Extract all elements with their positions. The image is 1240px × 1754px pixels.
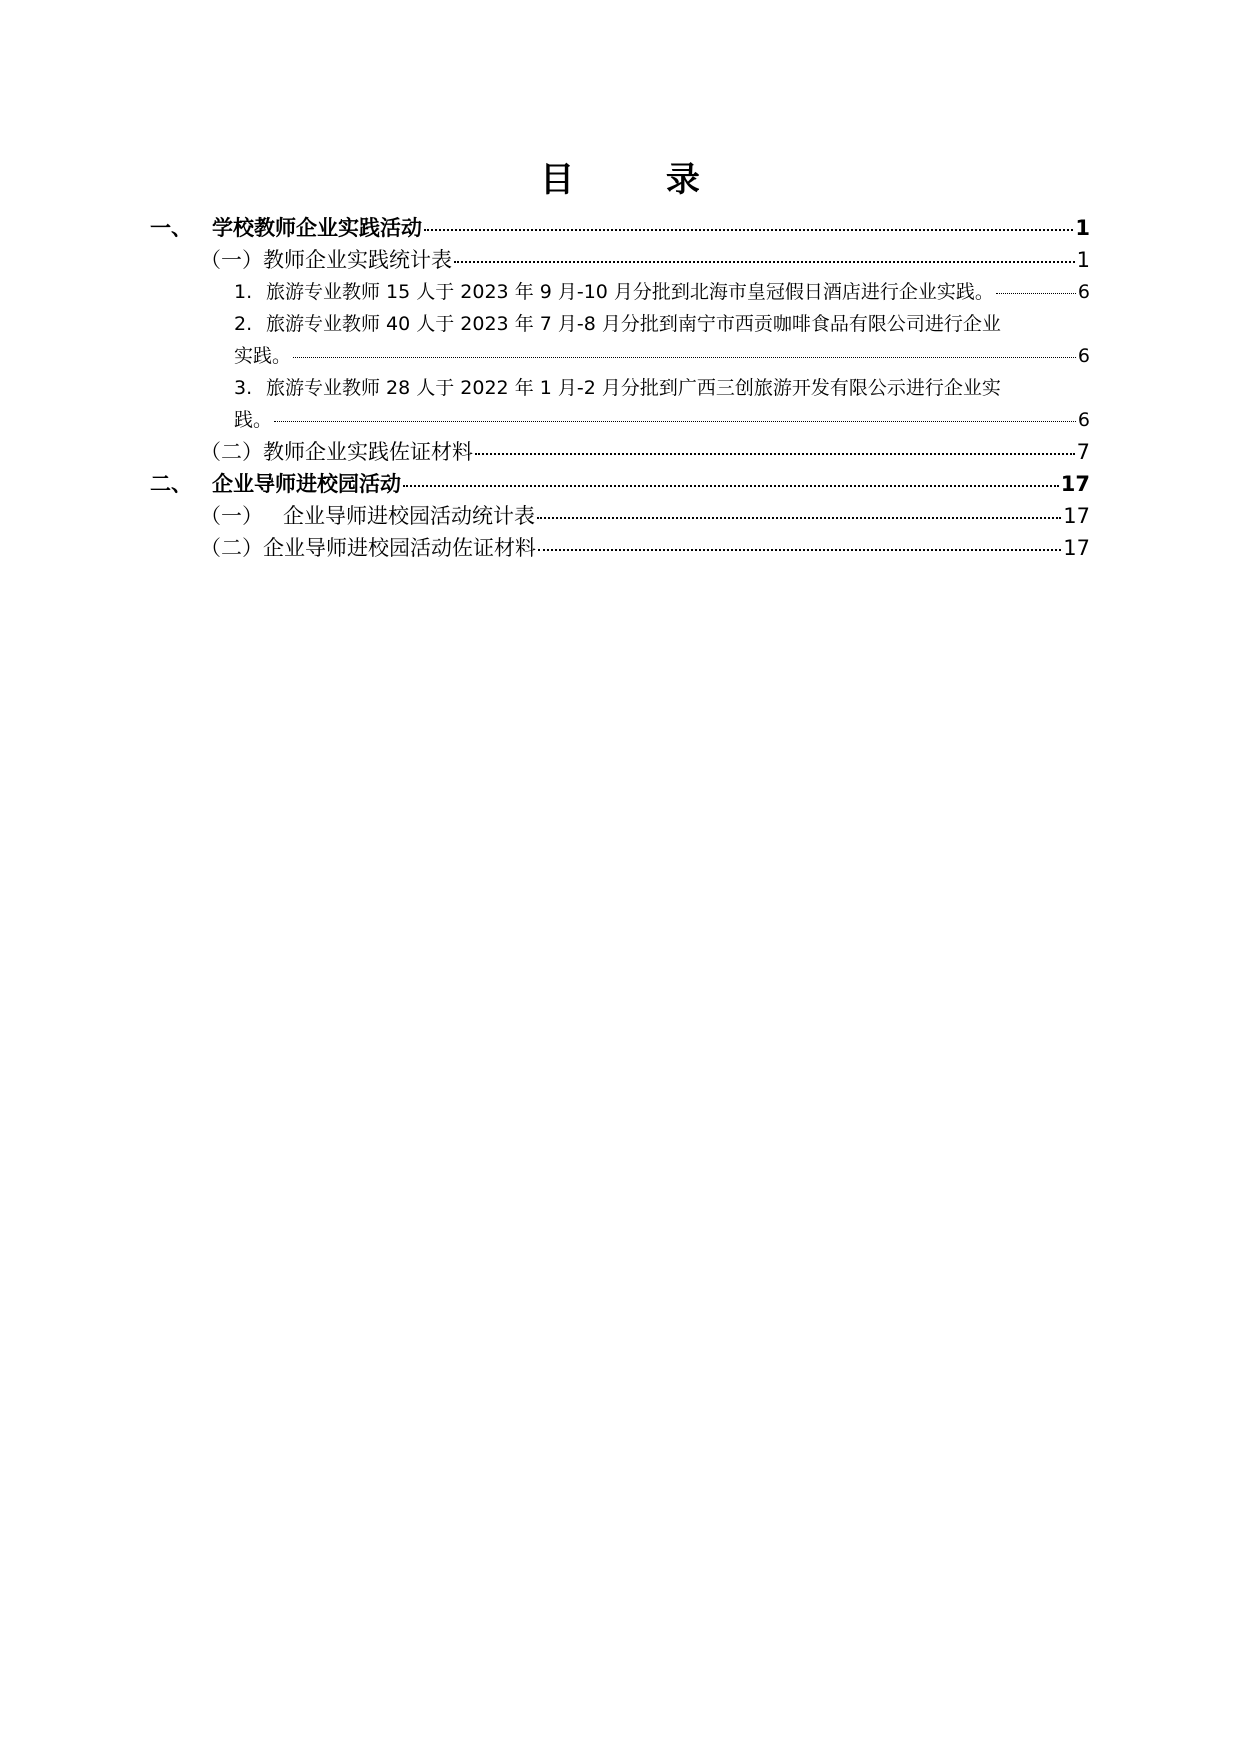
toc-entry-number: 二、	[150, 472, 192, 496]
toc-entry-page: 17	[1063, 504, 1090, 528]
toc-entry-text-continued: 实践。	[234, 345, 292, 367]
toc-entry-section-2-1[interactable]	[150, 500, 1090, 532]
toc-entry-text: 企业导师进校园活动佐证材料	[263, 536, 536, 560]
toc-title: 目 录	[540, 160, 740, 200]
toc-entry-number: （一）	[200, 504, 263, 528]
toc-entry-page: 17	[1060, 472, 1090, 496]
toc-entry-text: 教师企业实践佐证材料	[263, 440, 473, 464]
dot-leader	[454, 261, 1075, 263]
toc-entry-text: 旅游专业教师 40 人于 2023 年 7 月-8 月分批到南宁市西贡咖啡食品有限公司进行企业	[266, 313, 1001, 335]
dot-leader	[475, 453, 1075, 455]
toc-entry-page: 6	[1077, 345, 1090, 367]
toc-entry-section-1-1-3[interactable]	[150, 372, 1090, 436]
toc-entry-page: 1	[1075, 216, 1090, 240]
toc-entry-text: 旅游专业教师 15 人于 2023 年 9 月-10 月分批到北海市皇冠假日酒店进行企业实践。	[266, 281, 994, 303]
dot-leader	[424, 229, 1073, 231]
toc-entry-section-1-2[interactable]	[150, 436, 1090, 468]
dot-leader	[537, 517, 1061, 519]
toc-entry-section-2[interactable]	[150, 468, 1090, 500]
toc-entry-number: 一、	[150, 216, 192, 240]
toc-entry-page: 6	[1077, 281, 1090, 303]
toc-entry-number: 1.	[234, 281, 253, 303]
toc-entry-text: 企业导师进校园活动	[212, 472, 401, 496]
toc-entry-section-1-1-2[interactable]	[150, 308, 1090, 372]
toc-entry-text: 学校教师企业实践活动	[212, 216, 422, 240]
toc-entry-text: 企业导师进校园活动统计表	[283, 504, 535, 528]
toc-entry-number: （二）	[200, 440, 263, 464]
toc-entry-page: 1	[1076, 248, 1090, 272]
toc-entry-number: 3.	[234, 377, 253, 399]
toc-entry-section-1-1[interactable]	[150, 244, 1090, 276]
toc-entry-text: 教师企业实践统计表	[263, 248, 452, 272]
toc-entry-number: 2.	[234, 313, 253, 335]
toc-entry-number: （二）	[200, 536, 263, 560]
dot-leader	[996, 293, 1076, 294]
toc-entry-text: 旅游专业教师 28 人于 2022 年 1 月-2 月分批到广西三创旅游开发有限公示进行企业实	[266, 377, 1001, 399]
dot-leader	[403, 485, 1059, 487]
toc-entry-section-2-2[interactable]	[150, 532, 1090, 564]
toc-entry-section-1[interactable]	[150, 212, 1090, 244]
toc-entry-page: 17	[1063, 536, 1090, 560]
table-of-contents	[150, 212, 1090, 564]
toc-entry-page: 7	[1076, 440, 1090, 464]
toc-entry-text-continued: 践。	[234, 409, 273, 431]
dot-leader	[293, 357, 1076, 358]
toc-entry-number: （一）	[200, 248, 263, 272]
toc-entry-section-1-1-1[interactable]	[150, 276, 1090, 308]
dot-leader	[538, 549, 1061, 551]
toc-entry-page: 6	[1077, 409, 1090, 431]
dot-leader	[274, 421, 1076, 422]
